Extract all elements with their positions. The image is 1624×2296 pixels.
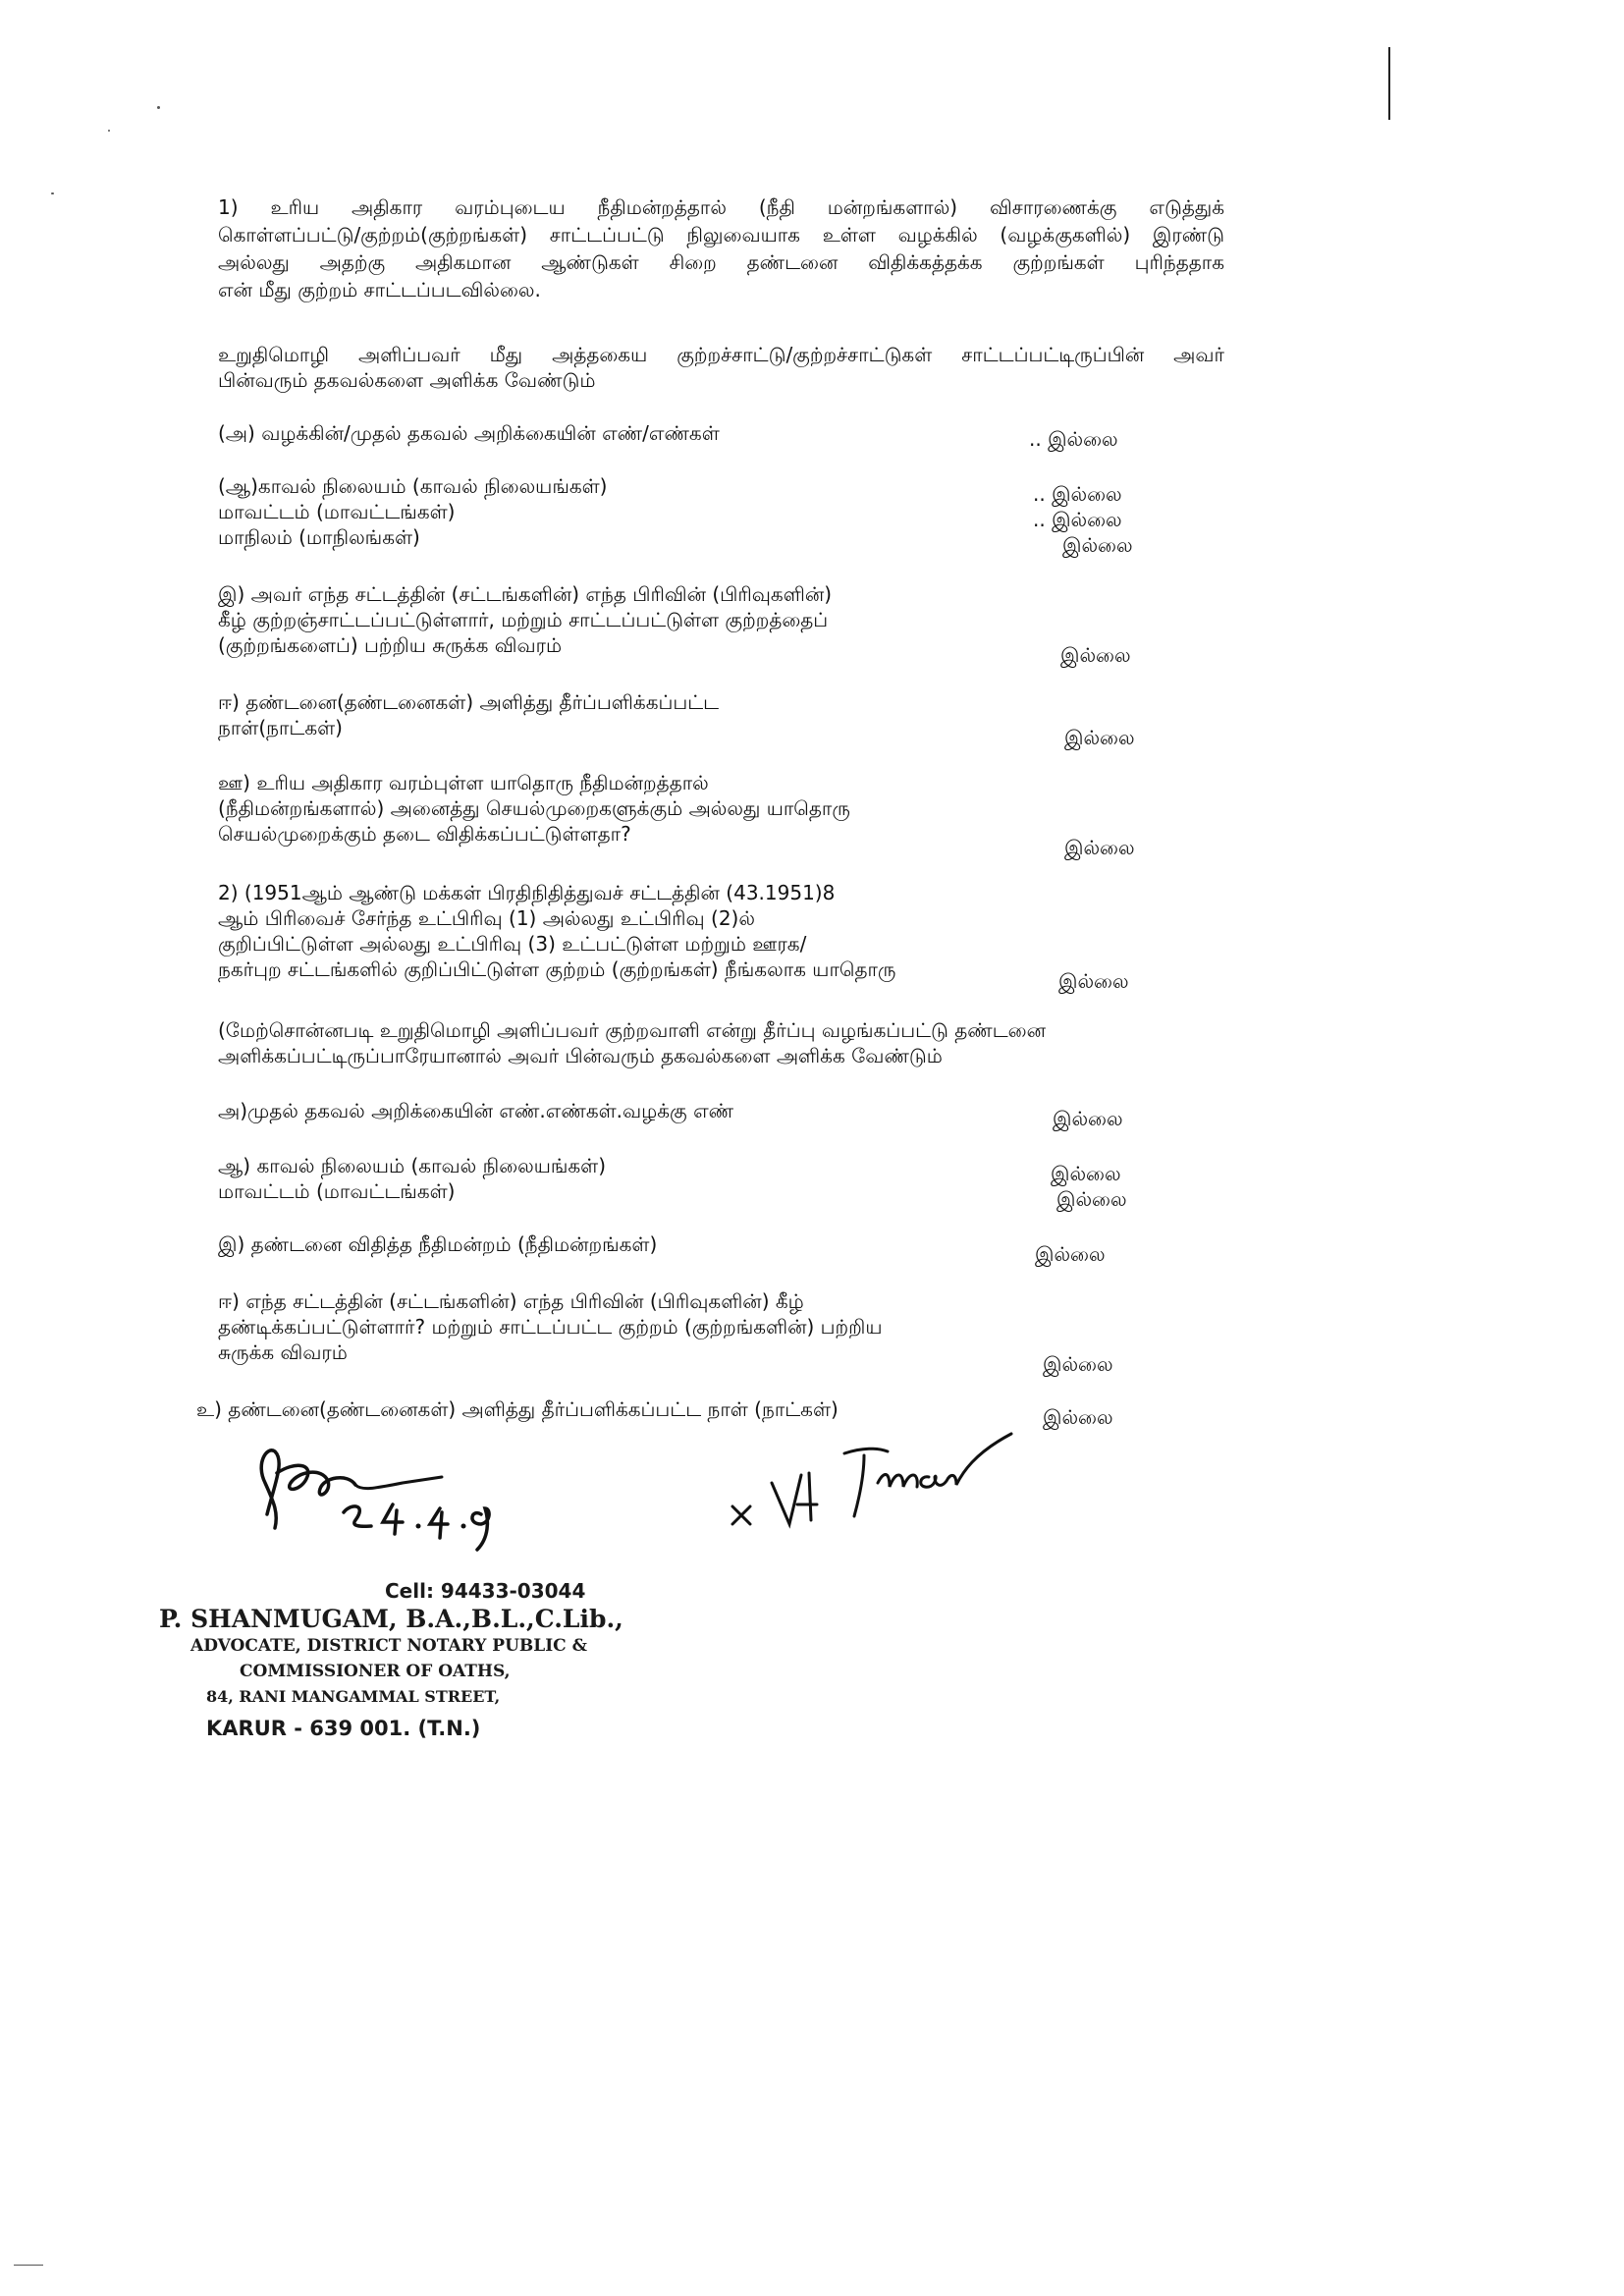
notary-street: 84, RANI MANGAMMAL STREET, xyxy=(206,1687,501,1706)
notary-commission: COMMISSIONER OF OATHS, xyxy=(240,1662,511,1681)
s1-d-value: இல்லை xyxy=(1064,726,1135,749)
s2-e-value: இல்லை xyxy=(1043,1405,1113,1429)
s1-e-line-1: ஊ) உரிய அதிகார வரம்புள்ள யாதொரு நீதிமன்றத்தால் xyxy=(218,771,709,794)
s2-d-line-3: சுருக்க விவரம் xyxy=(218,1340,348,1364)
s2-b-line-2: மாவட்டம் (மாவட்டங்கள்) xyxy=(218,1179,456,1203)
scan-speck xyxy=(157,106,160,109)
s2-e-label: உ) தண்டனை(தண்டனைகள்) அளித்து தீர்ப்பளிக்கப்பட்ட நாள் (நாட்கள்) xyxy=(196,1397,839,1421)
notary-cell: Cell: 94433-03044 xyxy=(385,1579,586,1603)
s2-a-value: இல்லை xyxy=(1053,1107,1123,1130)
s2-b-value-2: இல்லை xyxy=(1056,1187,1127,1211)
s2-d-line-1: ஈ) எந்த சட்டத்தின் (சட்டங்களின்) எந்த பிரிவின் (பிரிவுகளின்) கீழ் xyxy=(218,1289,804,1313)
s1-e-value: இல்லை xyxy=(1064,836,1135,859)
para2-value: இல்லை xyxy=(1058,969,1129,993)
s1-e-line-2: (நீதிமன்றங்களால்) அனைத்து செயல்முறைகளுக்கும் அல்லது யாதொரு xyxy=(218,796,850,820)
notary-signature xyxy=(245,1444,619,1591)
s1-b-value-3: இல்லை xyxy=(1062,533,1133,557)
s2-b-value-1: இல்லை xyxy=(1051,1162,1121,1185)
s1-c-line-2: கீழ் குற்றஞ்சாட்டப்பட்டுள்ளார், மற்றும் சாட்டப்பட்டுள்ள குற்றத்தைப் xyxy=(218,608,829,631)
para1-intro-line-1: உறுதிமொழி அளிப்பவர் மீது அத்தகைய குற்றச்சாட்டு/குற்றச்சாட்டுகள் சாட்டப்பட்டிருப்பின் அவர் xyxy=(218,343,1224,366)
s1-b-value-1: .. இல்லை xyxy=(1033,482,1122,506)
para2-line-2: ஆம் பிரிவைச் சேர்ந்த உட்பிரிவு (1) அல்லது உட்பிரிவு (2)ல் xyxy=(218,906,755,930)
scan-speck xyxy=(108,130,110,132)
s1-b-line-1: (ஆ)காவல் நிலையம் (காவல் நிலையங்கள்) xyxy=(218,474,608,498)
deponent-signature xyxy=(717,1414,1041,1542)
para1-line-2: கொள்ளப்பட்டு/குற்றம்(குற்றங்கள்) சாட்டப்பட்டு நிலுவையாக உள்ள வழக்கில் (வழக்குகளில்) இரண்டு xyxy=(218,223,1224,246)
para1-intro-line-2: பின்வரும் தகவல்களை அளிக்க வேண்டும் xyxy=(218,368,596,392)
para2-intro-line-1: (மேற்சொன்னபடி உறுதிமொழி அளிப்பவர் குற்றவாளி என்று தீர்ப்பு வழங்கப்பட்டு தண்டனை xyxy=(218,1018,1046,1042)
para1-line-3: அல்லது அதற்கு அதிகமான ஆண்டுகள் சிறை தண்டனை விதிக்கத்தக்க குற்றங்கள் புரிந்ததாக xyxy=(218,250,1224,274)
s1-d-line-2: நாள்(நாட்கள்) xyxy=(218,716,343,739)
scan-speck xyxy=(51,192,54,194)
s1-b-line-3: மாநிலம் (மாநிலங்கள்) xyxy=(218,525,420,549)
s1-c-line-1: இ) அவர் எந்த சட்டத்தின் (சட்டங்களின்) எந்த பிரிவின் (பிரிவுகளின்) xyxy=(218,582,833,606)
s2-d-line-2: தண்டிக்கப்பட்டுள்ளார்? மற்றும் சாட்டப்பட்ட குற்றம் (குற்றங்களின்) பற்றிய xyxy=(218,1315,883,1339)
para1-line-4: என் மீது குற்றம் சாட்டப்படவில்லை. xyxy=(218,278,541,301)
s2-c-label: இ) தண்டனை விதித்த நீதிமன்றம் (நீதிமன்றங்கள்) xyxy=(218,1232,658,1256)
para2-line-1: 2) (1951ஆம் ஆண்டு மக்கள் பிரதிநிதித்துவச் சட்டத்தின் (43.1951)8 xyxy=(218,881,836,904)
s1-c-line-3: (குற்றங்களைப்) பற்றிய சுருக்க விவரம் xyxy=(218,633,563,657)
s1-a-value: .. இல்லை xyxy=(1029,427,1118,451)
notary-name: P. SHANMUGAM, B.A.,B.L.,C.Lib., xyxy=(159,1605,623,1633)
s1-b-line-2: மாவட்டம் (மாவட்டங்கள்) xyxy=(218,500,456,523)
s1-a-label: (அ) வழக்கின்/முதல் தகவல் அறிக்கையின் எண்/எண்கள் xyxy=(218,421,720,445)
para2-line-3: குறிப்பிட்டுள்ள அல்லது உட்பிரிவு (3) உட்பட்டுள்ள மற்றும் ஊரக/ xyxy=(218,932,807,956)
scan-speck xyxy=(14,2265,43,2266)
para2-line-4: நகர்புற சட்டங்களில் குறிப்பிட்டுள்ள குற்றம் (குற்றங்கள்) நீங்கலாக யாதொரு xyxy=(218,957,896,981)
s2-d-value: இல்லை xyxy=(1043,1352,1113,1376)
s1-e-line-3: செயல்முறைக்கும் தடை விதிக்கப்பட்டுள்ளதா? xyxy=(218,822,631,846)
s2-c-value: இல்லை xyxy=(1035,1242,1106,1266)
s1-c-value: இல்லை xyxy=(1060,643,1131,667)
para1-line-1: 1) உரிய அதிகார வரம்புடைய நீதிமன்றத்தால் (நீதி மன்றங்களால்) விசாரணைக்கு எடுத்துக் xyxy=(218,195,1224,219)
s1-b-value-2: .. இல்லை xyxy=(1033,508,1122,531)
notary-title: ADVOCATE, DISTRICT NOTARY PUBLIC & xyxy=(190,1636,587,1656)
para2-intro-line-2: அளிக்கப்பட்டிருப்பாரேயானால் அவர் பின்வரும் தகவல்களை அளிக்க வேண்டும் xyxy=(218,1044,943,1067)
s2-a-label: அ)முதல் தகவல் அறிக்கையின் எண்.எண்கள்.வழக்கு எண் xyxy=(218,1099,734,1122)
scan-edge-mark xyxy=(1388,47,1390,120)
s2-b-line-1: ஆ) காவல் நிலையம் (காவல் நிலையங்கள்) xyxy=(218,1154,607,1177)
s1-d-line-1: ஈ) தண்டனை(தண்டனைகள்) அளித்து தீர்ப்பளிக்கப்பட்ட xyxy=(218,690,720,714)
notary-city: KARUR - 639 001. (T.N.) xyxy=(206,1717,481,1740)
